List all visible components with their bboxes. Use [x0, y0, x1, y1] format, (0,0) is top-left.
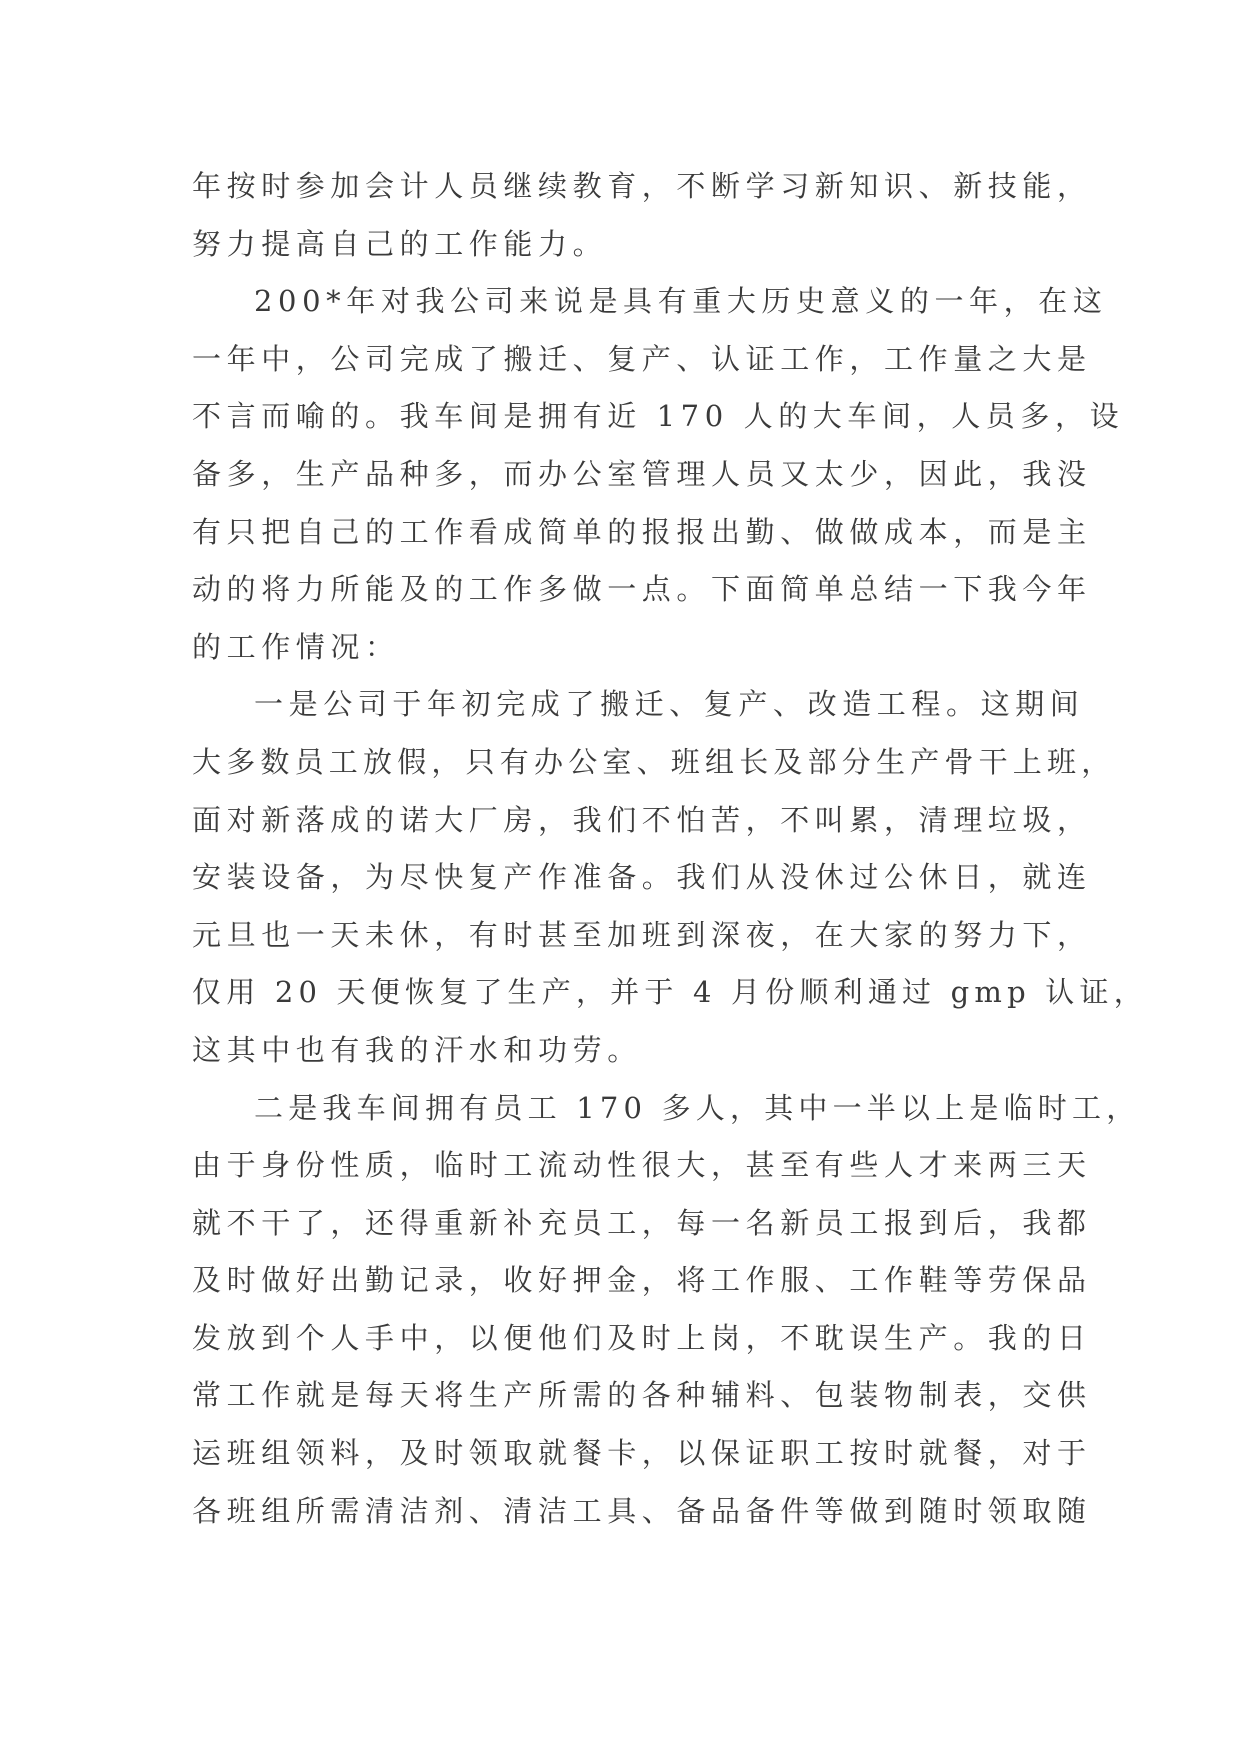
text-line: 这其中也有我的汗水和功劳。 [192, 1032, 642, 1067]
text-line: 备多，生产品种多，而办公室管理人员又太少，因此，我没 [192, 456, 1092, 491]
text-line: 运班组领料，及时领取就餐卡，以保证职工按时就餐，对于 [192, 1436, 1092, 1471]
text-line: 努力提高自己的工作能力。 [192, 226, 608, 261]
text-line: 大多数员工放假，只有办公室、班组长及部分生产骨干上班， [192, 744, 1116, 779]
document-body [192, 158, 1148, 1540]
text-line: 动的将力所能及的工作多做一点。下面简单总结一下我今年 [192, 572, 1092, 607]
text-line: 不言而喻的。我车间是拥有近 170 人的大车间，人员多，设 [192, 399, 1125, 434]
text-line: 有只把自己的工作看成简单的报报出勤、做做成本，而是主 [192, 514, 1092, 549]
text-line: 常工作就是每天将生产所需的各种辅料、包装物制表，交供 [192, 1378, 1092, 1413]
text-line: 各班组所需清洁剂、清洁工具、备品备件等做到随时领取随 [192, 1493, 1092, 1528]
text-line: 一是公司于年初完成了搬迁、复产、改造工程。这期间 [254, 687, 1085, 722]
text-line: 及时做好出勤记录，收好押金，将工作服、工作鞋等劳保品 [192, 1263, 1092, 1298]
text-line: 由于身份性质，临时工流动性很大，甚至有些人才来两三天 [192, 1148, 1092, 1183]
text-line: 的工作情况： [192, 629, 400, 664]
text-line: 仅用 20 天便恢复了生产，并于 4 月份顺利通过 gmp 认证， [192, 975, 1148, 1010]
text-line: 面对新落成的诺大厂房，我们不怕苦，不叫累，清理垃圾， [192, 802, 1092, 837]
text-line: 发放到个人手中，以便他们及时上岗，不耽误生产。我的日 [192, 1320, 1092, 1355]
text-line: 安装设备，为尽快复产作准备。我们从没休过公休日，就连 [192, 860, 1092, 895]
text-line: 一年中，公司完成了搬迁、复产、认证工作，工作量之大是 [192, 341, 1092, 376]
text-line: 元旦也一天未休，有时甚至加班到深夜，在大家的努力下， [192, 917, 1092, 952]
text-line: 就不干了，还得重新补充员工，每一名新员工报到后，我都 [192, 1205, 1092, 1240]
text-line: 200*年对我公司来说是具有重大历史意义的一年，在这 [254, 284, 1108, 319]
text-line: 二是我车间拥有员工 170 多人，其中一半以上是临时工， [254, 1090, 1141, 1125]
text-line: 年按时参加会计人员继续教育，不断学习新知识、新技能， [192, 169, 1092, 203]
